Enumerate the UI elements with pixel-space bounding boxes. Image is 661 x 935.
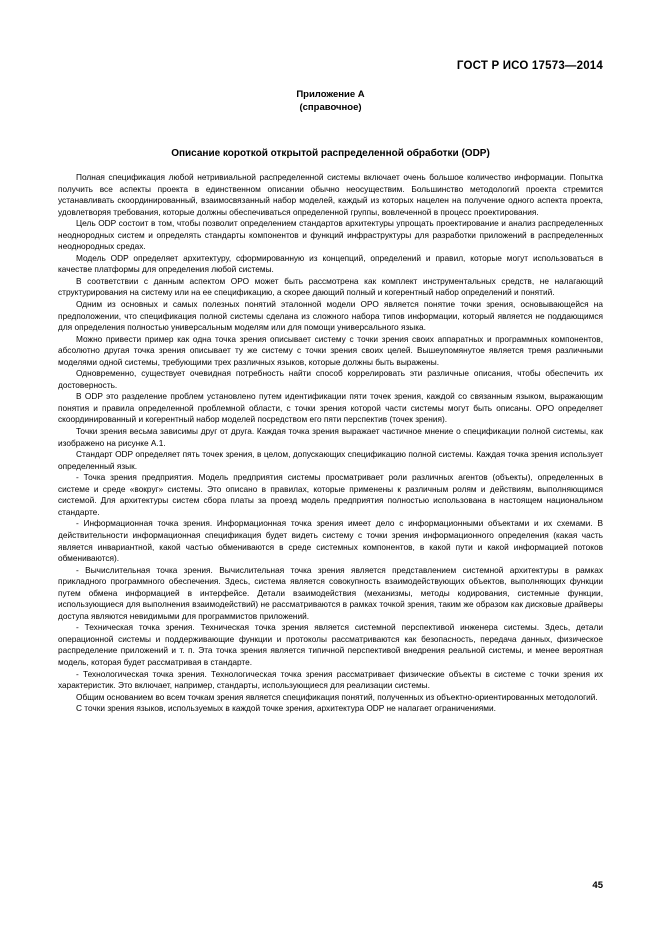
document-body: [58, 172, 603, 715]
paragraph: Точки зрения весьма зависимы друг от друга. Каждая точка зрения выражает частичное мнение о спецификации полной системы, как изображено на рисунке А.1.: [58, 426, 603, 448]
paragraph-viewpoint-computational: - Вычислительная точка зрения. Вычислительная точка зрения является представлением системной архитектуры в рамках прикладного программного обеспечения. Здесь, система является совокупность взаимодействующих объектов, выполняющих функции путем обмена информацией в интерфейсе. Детали взаимодействия (механизмы, методы кодирования, системные функции, использующиеся для выполнения взаимодействий) не рассматриваются в рамках точкой зрения, таким же образом как дисковые драйверы доступа являются невидимыми для программистов приложений.: [58, 564, 603, 621]
paragraph: В ODP это разделение проблем установлено путем идентификации пяти точек зрения, каждой со связанным языком, выражающим понятия и правила определенной проблемной области, с точки зрения которой части системы могут быть описаны. ОРО определяет скоординированный и когерентный набор моделей посредством его пяти перспектив (точек зрения).: [58, 391, 603, 425]
paragraph: Общим основанием во всем точкам зрения является спецификация понятий, полученных из объектно-ориентированных методологий.: [76, 691, 598, 702]
document-header-standard-id: ГОСТ Р ИСО 17573—2014: [456, 60, 603, 72]
paragraph-viewpoint-information: - Информационная точка зрения. Информационная точка зрения имеет дело с информационными объектами и их схемами. В действительности информационная спецификация будет видеть систему с точки зрения информационного определения (какая часть является инвариантной, какой частью обмениваются в среде системных компонентов, в какой пути и какой информацией потоков обмениваются).: [58, 518, 603, 564]
paragraph-viewpoint-enterprise: - Точка зрения предприятия. Модель предприятия системы просматривает роли различных агентов (объекты), определенных в системе и среде «вокруг» системы. Это описано в правилах, которые применены к различным ролям и действиям, выполняющимся системой. Для архитектуры систем сбора платы за проезд модель предприятия полностью использована в настоящем национальном стандарте.: [58, 472, 603, 517]
annex-label: Приложение А: [296, 89, 365, 100]
paragraph-viewpoint-engineering: - Техническая точка зрения. Техническая точка зрения является системной перспективой инженера системы. Здесь, детали операционной системы и поддерживающие функции и протоколы рассматриваются как безопасность, передача данных, физическое распределение приложений и т. п. Эта точка зрения является типичной перспективой внедрения реальной системы, и менее вероятная модель, которая будет рассматривая в стандарте.: [58, 622, 603, 667]
annex-sublabel: (справочное): [299, 102, 362, 113]
paragraph: Можно привести пример как одна точка зрения описывает систему с точки зрения своих аппаратных и программных компонентов, абсолютно другая точка зрения описывает ту же систему с точки зрения своих целей. Вышеупомянутое является тремя различными моделями одной системы, требующими трех различных языков, которые должны быть выражены.: [58, 333, 603, 367]
paragraph: Одним из основных и самых полезных понятий эталонной модели ОРО является понятие точки зрения, основывающейся на предположении, что спецификация полной системы сделана из сложного набора типов информации, который является не поддающимся для определения полностью универсальным моделям или для помощи универсального языка.: [58, 299, 603, 333]
paragraph: Одновременно, существует очевидная потребность найти способ коррелировать эти различные описания, чтобы обеспечить их достоверность.: [58, 368, 603, 390]
page-title: Описание короткой открытой распределенной обработки (ODP): [171, 148, 490, 159]
paragraph: Цель ODP состоит в том, чтобы позволит определением стандартов архитектуры упрощать проектирование и анализ распределенных неоднородных систем и определять стандарты компонентов и функций инфраструктуры для разработки приложений в распределенных неоднородных средах.: [58, 218, 603, 252]
annex-heading: [0, 88, 661, 114]
paragraph: Стандарт ODP определяет пять точек зрения, в целом, допускающих спецификацию полной системы. Каждая точка зрения использует определенный язык.: [58, 449, 603, 471]
page-number: 45: [592, 880, 603, 891]
paragraph: С точки зрения языков, используемых в каждой точке зрения, архитектура ODP не налагает ограничениями.: [76, 703, 496, 714]
paragraph-viewpoint-technology: - Технологическая точка зрения. Технологическая точка зрения рассматривает физические объекты в системе с точки зрения их характеристик. Это включает, например, стандарты, использующиеся для реализации системы.: [58, 668, 603, 691]
paragraph: В соответствии с данным аспектом ОРО может быть рассмотрена как комплект инструментальных средств, не налагающий структурирования на систему или на ее спецификацию, а скорее дающий полный и когерентный набор определений и понятий.: [58, 275, 603, 298]
paragraph: Модель ODP определяет архитектуру, сформированную из концепций, определений и правил, которые могут использоваться в качестве платформы для определения любой системы.: [58, 252, 603, 275]
paragraph: Полная спецификация любой нетривиальной распределенной системы включает очень большое количество информации. Попытка получить все аспекты проекта в единственном описании обычно неосуществим. Большинство методологий проекта стремится устанавливать скоординированный, взаимосвязанный набор моделей, каждый из которых нацелен на получение одного аспекта проекта, удовлетворяя требования, которые должны обеспечиваться определенной группы, вовлеченной в процесс проектирования.: [58, 172, 603, 217]
